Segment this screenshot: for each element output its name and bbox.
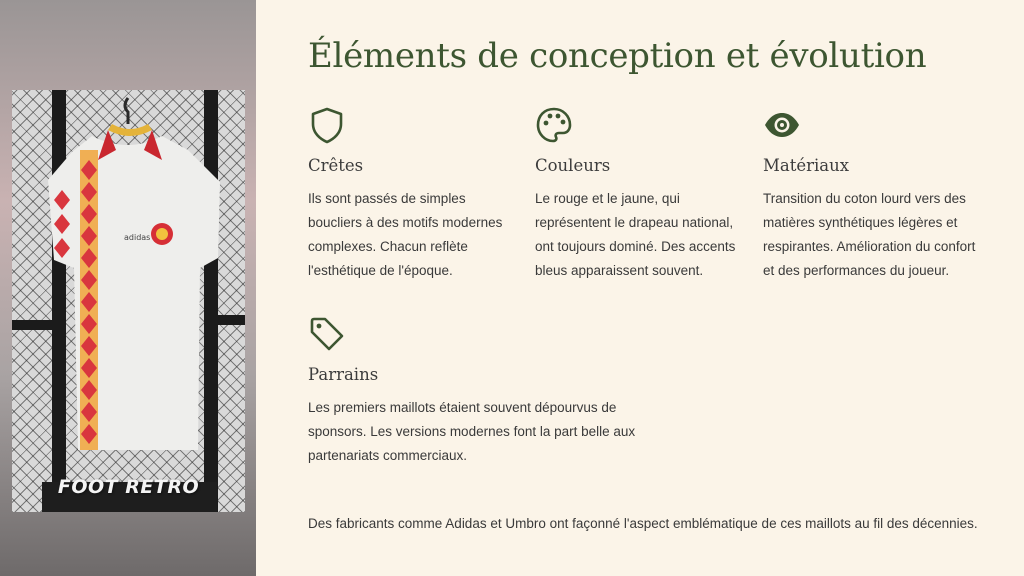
- shield-icon: [308, 106, 346, 144]
- card-text: Le rouge et le jaune, qui représentent le drapeau national, ont toujours dominé. Des accents bleus apparaissent souvent.: [535, 191, 736, 278]
- jersey-photo: [12, 90, 245, 512]
- palette-icon: [535, 106, 573, 144]
- card-heading: Parrains: [308, 365, 379, 384]
- card-text: Les premiers maillots étaient souvent dépourvus de sponsors. Les versions modernes font la part belle aux partenariats commerciaux.: [308, 400, 636, 463]
- photo-caption: FOOT RETRO: [57, 476, 200, 498]
- card-parrains: [308, 315, 648, 468]
- card-couleurs: [535, 106, 747, 283]
- tag-icon: [308, 315, 346, 353]
- card-heading: Crêtes: [308, 156, 364, 175]
- card-materiaux: [763, 106, 983, 283]
- card-text: Ils sont passés de simples boucliers à des motifs modernes complexes. Chacun reflète l'esthétique de l'époque.: [308, 191, 503, 278]
- page-title: Éléments de conception et évolution: [308, 36, 927, 76]
- card-text: Transition du coton lourd vers des matières synthétiques légères et respirantes. Amélioration du confort et des performances du joueur.: [763, 191, 976, 278]
- footer-text: Des fabricants comme Adidas et Umbro ont façonné l'aspect emblématique de ces maillots au fil des décennies.: [308, 516, 978, 531]
- left-image-panel: [0, 0, 256, 576]
- eye-icon: [763, 106, 801, 144]
- card-cretes: [308, 106, 518, 283]
- card-heading: Couleurs: [535, 156, 611, 175]
- jersey-illustration: [12, 90, 245, 512]
- card-heading: Matériaux: [763, 156, 850, 175]
- brand-logo: adidas: [124, 233, 151, 242]
